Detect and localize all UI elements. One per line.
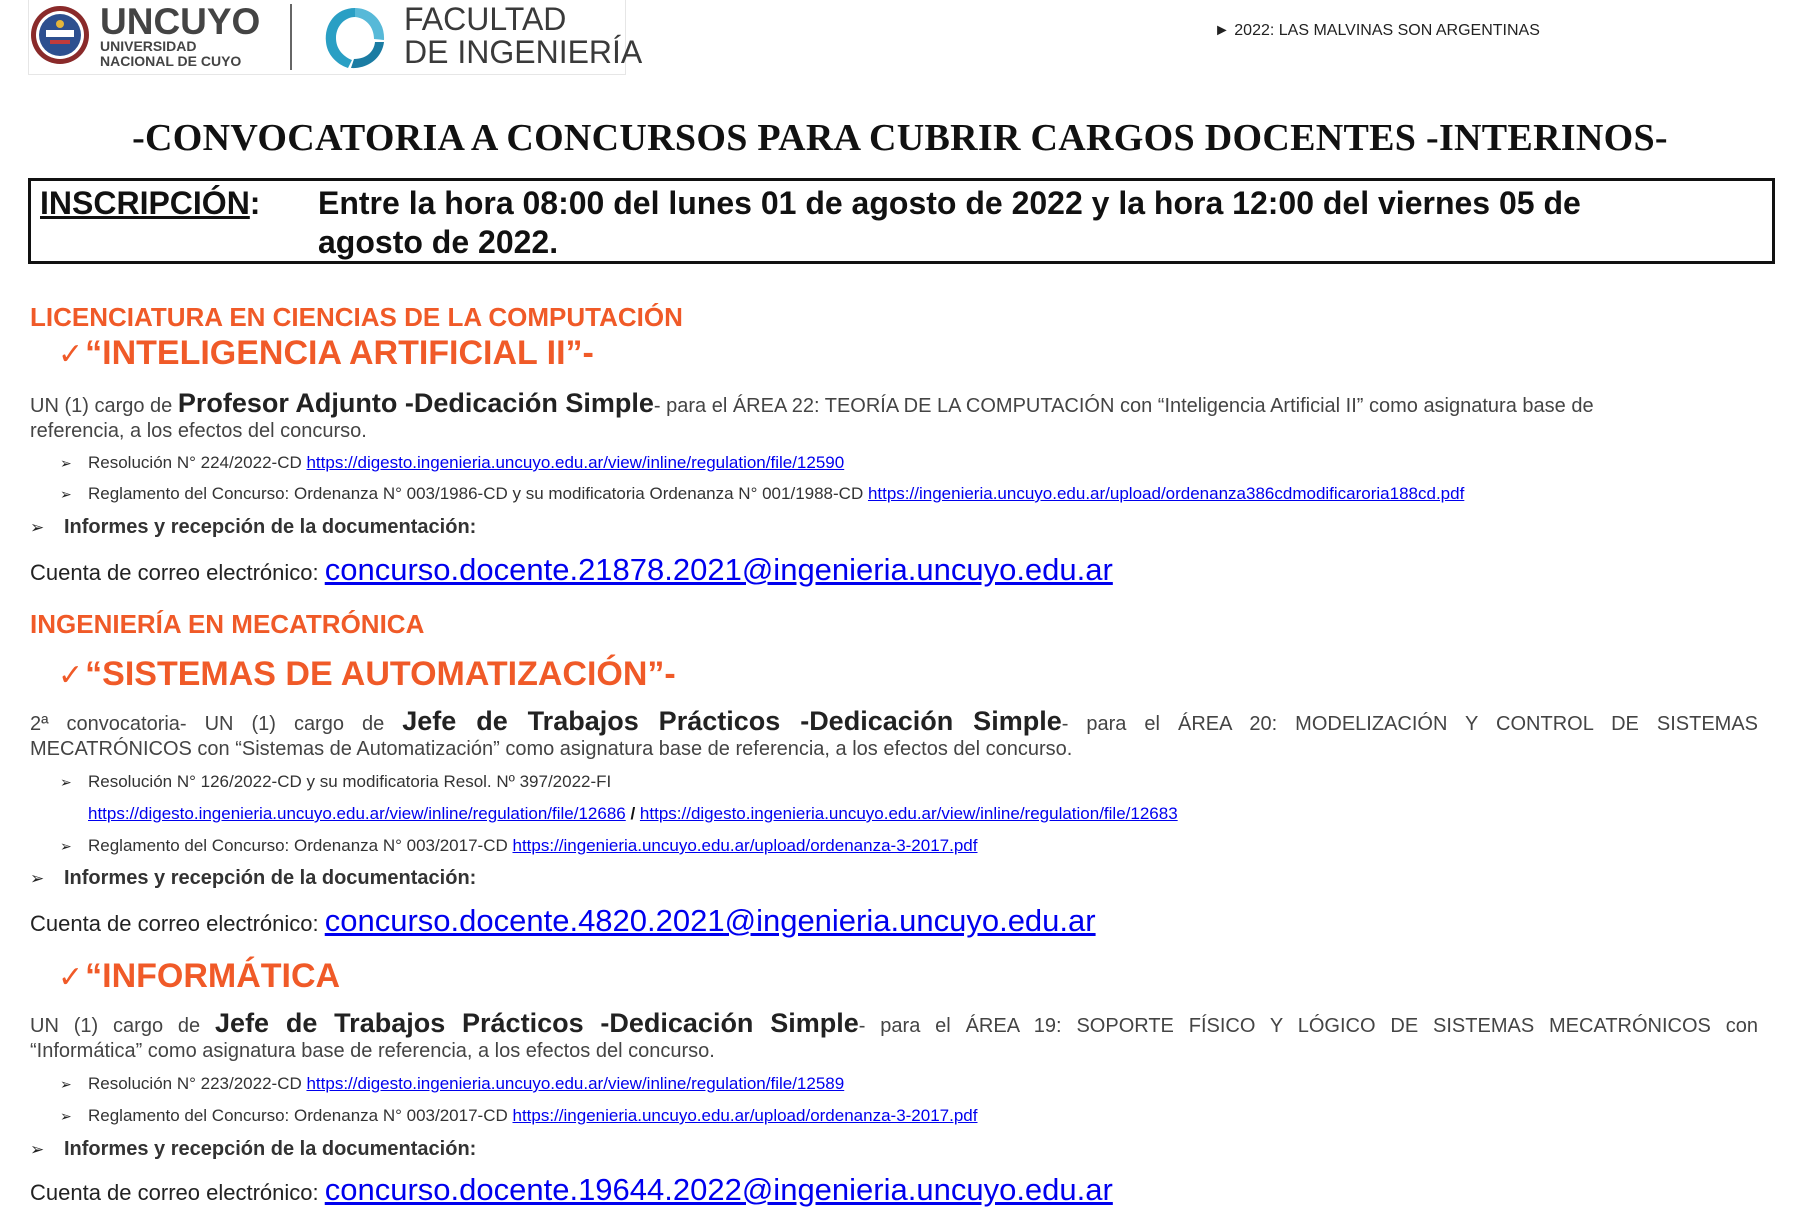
informes-heading: [30, 867, 476, 890]
regulation-text: Reglamento del Concurso: Ordenanza N° 003/1986-CD y su modificatoria Ordenanza N° 001/1988-CD: [88, 484, 868, 503]
subject-title-text: “SISTEMAS DE AUTOMATIZACIÓN”-: [85, 655, 676, 693]
regulation-item: [60, 1106, 978, 1126]
check-icon: ✓: [58, 961, 84, 994]
description-prefix: UN (1) cargo de: [30, 1015, 216, 1037]
link-separator: /: [625, 804, 640, 823]
arrow-bullet-icon: ➢: [60, 1108, 72, 1124]
uncuyo-seal-icon: [30, 4, 90, 66]
description-prefix: UN (1) cargo de: [30, 395, 178, 417]
resolution-link-2[interactable]: https://digesto.ingenieria.uncuyo.edu.ar/view/inline/regulation/file/12683: [639, 804, 1178, 823]
logo-divider: [290, 4, 292, 70]
uncuyo-subtitle-2: NACIONAL DE CUYO: [100, 53, 242, 69]
uncuyo-subtitle-1: UNIVERSIDAD: [100, 38, 197, 54]
arrow-bullet-icon: ➢: [60, 486, 72, 502]
check-icon: ✓: [58, 338, 84, 371]
description-suffix: - para el ÁREA 19: SOPORTE FÍSICO Y LÓGICO DE SISTEMAS MECATRÓNICOS con: [858, 1015, 1758, 1037]
description-line-2: “Informática” como asignatura base de referencia, a los efectos del concurso.: [30, 1040, 715, 1062]
resolution-text: Resolución N° 224/2022-CD: [88, 453, 307, 472]
arrow-bullet-icon: ➢: [60, 838, 72, 854]
position-title: Profesor Adjunto -Dedicación Simple: [177, 388, 654, 418]
check-icon: ✓: [58, 659, 84, 692]
informes-text: Informes y recepción de la documentación:: [64, 1138, 477, 1160]
regulation-text: Reglamento del Concurso: Ordenanza N° 003/2017-CD: [88, 836, 513, 855]
informes-heading: [30, 1138, 476, 1161]
subject-title-text: “INTELIGENCIA ARTIFICIAL II”-: [85, 334, 594, 372]
description-line-1: [30, 1008, 1758, 1039]
inscription-dates-line-2: agosto de 2022.: [318, 224, 559, 260]
resolution-item: [60, 453, 844, 473]
resolution-text: Resolución N° 223/2022-CD: [88, 1074, 307, 1093]
position-title: Jefe de Trabajos Prácticos -Dedicación Simple: [402, 706, 1062, 736]
informes-text: Informes y recepción de la documentación:: [64, 867, 477, 889]
arrow-bullet-icon: ➢: [30, 518, 45, 537]
email-line: [30, 1172, 1113, 1208]
description-prefix: 2ª convocatoria- UN (1) cargo de: [30, 713, 403, 735]
section-heading-computacion: LICENCIATURA EN CIENCIAS DE LA COMPUTACIÓN: [30, 302, 683, 332]
description-line-2: MECATRÓNICOS con “Sistemas de Automatización” como asignatura base de referencia, a los efectos del concurso.: [30, 738, 1073, 760]
subject-title-text: “INFORMÁTICA: [85, 957, 341, 995]
faculty-name-line-1: FACULTAD: [404, 1, 567, 37]
description-suffix: - para el ÁREA 20: MODELIZACIÓN Y CONTROL DE SISTEMAS: [1061, 713, 1758, 735]
faculty-name-line-2: DE INGENIERÍA: [404, 34, 643, 70]
uncuyo-name: UNCUYO: [100, 1, 261, 42]
subject-title-automatizacion: [58, 655, 676, 694]
arrow-bullet-icon: ➢: [60, 774, 72, 790]
regulation-link[interactable]: https://ingenieria.uncuyo.edu.ar/upload/ordenanza-3-2017.pdf: [512, 1106, 978, 1125]
malvinas-notice: ► 2022: LAS MALVINAS SON ARGENTINAS: [1214, 22, 1540, 39]
position-title: Jefe de Trabajos Prácticos -Dedicación Simple: [215, 1008, 859, 1038]
email-label: Cuenta de correo electrónico:: [30, 1180, 325, 1205]
resolution-item: [60, 1074, 844, 1094]
email-line: [30, 552, 1113, 588]
inscription-label-text: INSCRIPCIÓN: [40, 185, 250, 221]
inscription-dates-line-1: Entre la hora 08:00 del lunes 01 de agosto de 2022 y la hora 12:00 del viernes 05 de: [318, 185, 1581, 221]
section-heading-mecatronica: INGENIERÍA EN MECATRÓNICA: [30, 609, 425, 639]
description-line-1: [30, 706, 1758, 737]
resolution-link[interactable]: https://digesto.ingenieria.uncuyo.edu.ar/view/inline/regulation/file/12590: [306, 453, 845, 472]
arrow-bullet-icon: ➢: [30, 1140, 45, 1159]
resolution-link[interactable]: https://digesto.ingenieria.uncuyo.edu.ar/view/inline/regulation/file/12589: [306, 1074, 845, 1093]
informes-heading: [30, 516, 476, 539]
resolution-links: [88, 804, 1178, 824]
subject-title-ia2: [58, 334, 594, 373]
resolution-item: [60, 772, 611, 792]
regulation-link[interactable]: https://ingenieria.uncuyo.edu.ar/upload/ordenanza-3-2017.pdf: [512, 836, 978, 855]
page-title: -CONVOCATORIA A CONCURSOS PARA CUBRIR CARGOS DOCENTES -INTERINOS-: [132, 117, 1668, 159]
regulation-item: [60, 484, 1464, 504]
inscription-label: [40, 185, 260, 222]
description-line-2: referencia, a los efectos del concurso.: [30, 420, 367, 442]
arrow-bullet-icon: ➢: [60, 455, 72, 471]
description-suffix: - para el ÁREA 22: TEORÍA DE LA COMPUTACIÓN con “Inteligencia Artificial II” como asignatura base de: [653, 395, 1594, 417]
email-line: [30, 903, 1096, 939]
email-link[interactable]: concurso.docente.4820.2021@ingenieria.uncuyo.edu.ar: [324, 903, 1096, 938]
informes-text: Informes y recepción de la documentación:: [64, 516, 477, 538]
regulation-link[interactable]: https://ingenieria.uncuyo.edu.ar/upload/ordenanza386cdmodificaroria188cd.pdf: [867, 484, 1465, 503]
regulation-text: Reglamento del Concurso: Ordenanza N° 003/2017-CD: [88, 1106, 513, 1125]
email-label: Cuenta de correo electrónico:: [30, 560, 325, 585]
resolution-link-1[interactable]: https://digesto.ingenieria.uncuyo.edu.ar/view/inline/regulation/file/12686: [88, 804, 626, 823]
resolution-text: Resolución N° 126/2022-CD y su modificatoria Resol. Nº 397/2022-FI: [88, 772, 612, 791]
description-line-1: [30, 388, 1594, 419]
email-link[interactable]: concurso.docente.19644.2022@ingenieria.uncuyo.edu.ar: [324, 1172, 1113, 1207]
arrow-bullet-icon: ➢: [60, 1076, 72, 1092]
subject-title-informatica: [58, 957, 340, 996]
arrow-bullet-icon: ➢: [30, 869, 45, 888]
email-label: Cuenta de correo electrónico:: [30, 911, 325, 936]
email-link[interactable]: concurso.docente.21878.2021@ingenieria.uncuyo.edu.ar: [324, 552, 1113, 587]
inscription-colon: :: [249, 185, 261, 221]
regulation-item: [60, 836, 978, 856]
faculty-logo-icon: [318, 2, 392, 72]
